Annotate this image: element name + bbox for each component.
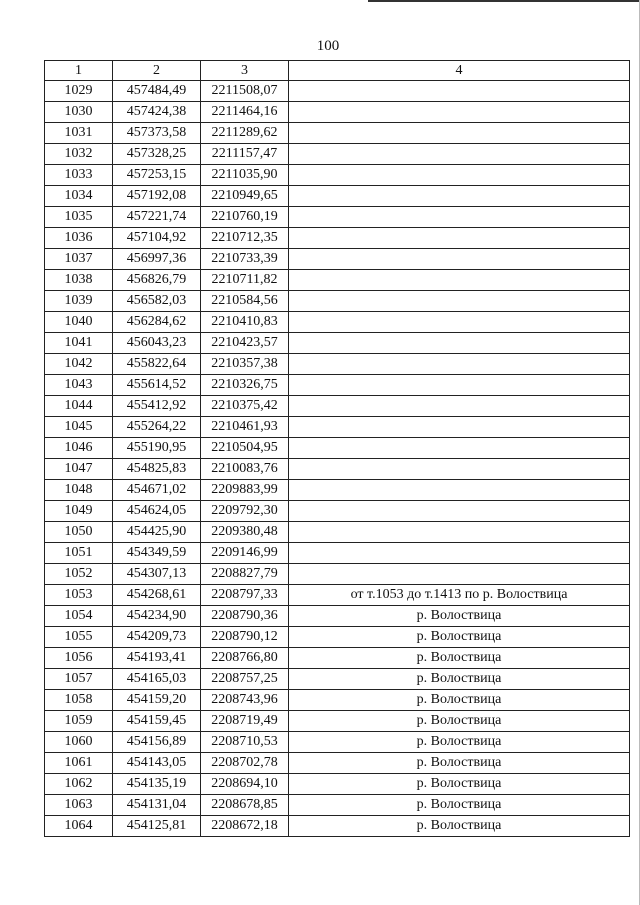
point-number-cell: 1046 bbox=[45, 438, 113, 459]
x-coordinate-cell: 457424,38 bbox=[113, 102, 201, 123]
table-row bbox=[45, 102, 630, 123]
y-coordinate-cell: 2208702,78 bbox=[201, 753, 289, 774]
x-coordinate-cell: 457484,49 bbox=[113, 81, 201, 102]
x-coordinate-cell: 456043,23 bbox=[113, 333, 201, 354]
point-number-cell: 1061 bbox=[45, 753, 113, 774]
description-cell bbox=[289, 543, 630, 564]
x-coordinate-cell: 456997,36 bbox=[113, 249, 201, 270]
description-cell: р. Волоствица bbox=[289, 816, 630, 837]
point-number-cell: 1049 bbox=[45, 501, 113, 522]
x-coordinate-cell: 454349,59 bbox=[113, 543, 201, 564]
x-coordinate-cell: 457253,15 bbox=[113, 165, 201, 186]
x-coordinate-cell: 454425,90 bbox=[113, 522, 201, 543]
table-row bbox=[45, 753, 630, 774]
y-coordinate-cell: 2210357,38 bbox=[201, 354, 289, 375]
table-row bbox=[45, 165, 630, 186]
column-header-4: 4 bbox=[289, 61, 630, 81]
description-cell bbox=[289, 144, 630, 165]
column-header-1: 1 bbox=[45, 61, 113, 81]
description-cell: р. Волоствица bbox=[289, 732, 630, 753]
y-coordinate-cell: 2210461,93 bbox=[201, 417, 289, 438]
description-cell bbox=[289, 564, 630, 585]
x-coordinate-cell: 454825,83 bbox=[113, 459, 201, 480]
table-row bbox=[45, 732, 630, 753]
point-number-cell: 1035 bbox=[45, 207, 113, 228]
x-coordinate-cell: 454234,90 bbox=[113, 606, 201, 627]
description-cell: р. Волоствица bbox=[289, 690, 630, 711]
description-cell bbox=[289, 270, 630, 291]
description-cell bbox=[289, 522, 630, 543]
x-coordinate-cell: 457221,74 bbox=[113, 207, 201, 228]
x-coordinate-cell: 454159,45 bbox=[113, 711, 201, 732]
table-row bbox=[45, 648, 630, 669]
point-number-cell: 1058 bbox=[45, 690, 113, 711]
table-row bbox=[45, 816, 630, 837]
x-coordinate-cell: 454165,03 bbox=[113, 669, 201, 690]
table-row bbox=[45, 543, 630, 564]
description-cell bbox=[289, 501, 630, 522]
point-number-cell: 1055 bbox=[45, 627, 113, 648]
table-body bbox=[45, 81, 630, 837]
table-row bbox=[45, 291, 630, 312]
table-row bbox=[45, 249, 630, 270]
y-coordinate-cell: 2208790,36 bbox=[201, 606, 289, 627]
y-coordinate-cell: 2208710,53 bbox=[201, 732, 289, 753]
point-number-cell: 1045 bbox=[45, 417, 113, 438]
description-cell: р. Волоствица bbox=[289, 774, 630, 795]
description-cell bbox=[289, 396, 630, 417]
point-number-cell: 1030 bbox=[45, 102, 113, 123]
x-coordinate-cell: 454159,20 bbox=[113, 690, 201, 711]
x-coordinate-cell: 454125,81 bbox=[113, 816, 201, 837]
table-row bbox=[45, 312, 630, 333]
table-row bbox=[45, 81, 630, 102]
table-row bbox=[45, 270, 630, 291]
x-coordinate-cell: 454156,89 bbox=[113, 732, 201, 753]
y-coordinate-cell: 2211508,07 bbox=[201, 81, 289, 102]
description-cell bbox=[289, 207, 630, 228]
y-coordinate-cell: 2211035,90 bbox=[201, 165, 289, 186]
x-coordinate-cell: 457192,08 bbox=[113, 186, 201, 207]
x-coordinate-cell: 455264,22 bbox=[113, 417, 201, 438]
point-number-cell: 1048 bbox=[45, 480, 113, 501]
coordinates-table bbox=[44, 60, 630, 837]
y-coordinate-cell: 2208672,18 bbox=[201, 816, 289, 837]
table-row bbox=[45, 207, 630, 228]
point-number-cell: 1054 bbox=[45, 606, 113, 627]
y-coordinate-cell: 2210711,82 bbox=[201, 270, 289, 291]
y-coordinate-cell: 2210423,57 bbox=[201, 333, 289, 354]
x-coordinate-cell: 454307,13 bbox=[113, 564, 201, 585]
description-cell bbox=[289, 249, 630, 270]
point-number-cell: 1052 bbox=[45, 564, 113, 585]
x-coordinate-cell: 457328,25 bbox=[113, 144, 201, 165]
description-cell: р. Волоствица bbox=[289, 627, 630, 648]
description-cell bbox=[289, 165, 630, 186]
table-header-row bbox=[45, 61, 630, 81]
x-coordinate-cell: 457373,58 bbox=[113, 123, 201, 144]
table-row bbox=[45, 438, 630, 459]
top-border-line bbox=[368, 0, 640, 2]
point-number-cell: 1060 bbox=[45, 732, 113, 753]
description-cell bbox=[289, 186, 630, 207]
point-number-cell: 1047 bbox=[45, 459, 113, 480]
y-coordinate-cell: 2208743,96 bbox=[201, 690, 289, 711]
point-number-cell: 1033 bbox=[45, 165, 113, 186]
table-row bbox=[45, 375, 630, 396]
description-cell bbox=[289, 228, 630, 249]
y-coordinate-cell: 2210712,35 bbox=[201, 228, 289, 249]
x-coordinate-cell: 454268,61 bbox=[113, 585, 201, 606]
description-cell bbox=[289, 417, 630, 438]
table-row bbox=[45, 564, 630, 585]
point-number-cell: 1029 bbox=[45, 81, 113, 102]
description-cell bbox=[289, 102, 630, 123]
x-coordinate-cell: 457104,92 bbox=[113, 228, 201, 249]
description-cell: от т.1053 до т.1413 по р. Волоствица bbox=[289, 585, 630, 606]
table-row bbox=[45, 333, 630, 354]
point-number-cell: 1034 bbox=[45, 186, 113, 207]
table-row bbox=[45, 186, 630, 207]
y-coordinate-cell: 2210733,39 bbox=[201, 249, 289, 270]
description-cell bbox=[289, 291, 630, 312]
table-row bbox=[45, 144, 630, 165]
table-row bbox=[45, 585, 630, 606]
point-number-cell: 1050 bbox=[45, 522, 113, 543]
x-coordinate-cell: 454143,05 bbox=[113, 753, 201, 774]
y-coordinate-cell: 2208719,49 bbox=[201, 711, 289, 732]
y-coordinate-cell: 2208757,25 bbox=[201, 669, 289, 690]
point-number-cell: 1041 bbox=[45, 333, 113, 354]
y-coordinate-cell: 2211157,47 bbox=[201, 144, 289, 165]
description-cell bbox=[289, 480, 630, 501]
column-header-2: 2 bbox=[113, 61, 201, 81]
description-cell bbox=[289, 459, 630, 480]
description-cell bbox=[289, 438, 630, 459]
table-row bbox=[45, 417, 630, 438]
y-coordinate-cell: 2209380,48 bbox=[201, 522, 289, 543]
table-row bbox=[45, 711, 630, 732]
point-number-cell: 1038 bbox=[45, 270, 113, 291]
description-cell: р. Волоствица bbox=[289, 669, 630, 690]
description-cell bbox=[289, 312, 630, 333]
x-coordinate-cell: 454624,05 bbox=[113, 501, 201, 522]
table-row bbox=[45, 627, 630, 648]
table-row bbox=[45, 795, 630, 816]
y-coordinate-cell: 2210584,56 bbox=[201, 291, 289, 312]
description-cell bbox=[289, 354, 630, 375]
table-row bbox=[45, 669, 630, 690]
point-number-cell: 1044 bbox=[45, 396, 113, 417]
description-cell: р. Волоствица bbox=[289, 606, 630, 627]
point-number-cell: 1053 bbox=[45, 585, 113, 606]
description-cell bbox=[289, 81, 630, 102]
point-number-cell: 1037 bbox=[45, 249, 113, 270]
x-coordinate-cell: 455412,92 bbox=[113, 396, 201, 417]
table-row bbox=[45, 690, 630, 711]
y-coordinate-cell: 2210949,65 bbox=[201, 186, 289, 207]
x-coordinate-cell: 456826,79 bbox=[113, 270, 201, 291]
y-coordinate-cell: 2208827,79 bbox=[201, 564, 289, 585]
y-coordinate-cell: 2210083,76 bbox=[201, 459, 289, 480]
column-header-3: 3 bbox=[201, 61, 289, 81]
point-number-cell: 1057 bbox=[45, 669, 113, 690]
table-row bbox=[45, 354, 630, 375]
y-coordinate-cell: 2208766,80 bbox=[201, 648, 289, 669]
y-coordinate-cell: 2209792,30 bbox=[201, 501, 289, 522]
x-coordinate-cell: 454131,04 bbox=[113, 795, 201, 816]
table-row bbox=[45, 228, 630, 249]
point-number-cell: 1040 bbox=[45, 312, 113, 333]
description-cell: р. Волоствица bbox=[289, 753, 630, 774]
point-number-cell: 1043 bbox=[45, 375, 113, 396]
table-row bbox=[45, 459, 630, 480]
description-cell bbox=[289, 333, 630, 354]
point-number-cell: 1063 bbox=[45, 795, 113, 816]
y-coordinate-cell: 2208790,12 bbox=[201, 627, 289, 648]
table-row bbox=[45, 606, 630, 627]
table-row bbox=[45, 480, 630, 501]
x-coordinate-cell: 455822,64 bbox=[113, 354, 201, 375]
y-coordinate-cell: 2211289,62 bbox=[201, 123, 289, 144]
point-number-cell: 1031 bbox=[45, 123, 113, 144]
y-coordinate-cell: 2210410,83 bbox=[201, 312, 289, 333]
y-coordinate-cell: 2208694,10 bbox=[201, 774, 289, 795]
table-row bbox=[45, 774, 630, 795]
description-cell: р. Волоствица bbox=[289, 795, 630, 816]
x-coordinate-cell: 455190,95 bbox=[113, 438, 201, 459]
point-number-cell: 1056 bbox=[45, 648, 113, 669]
x-coordinate-cell: 454193,41 bbox=[113, 648, 201, 669]
y-coordinate-cell: 2208678,85 bbox=[201, 795, 289, 816]
table-row bbox=[45, 123, 630, 144]
table-row bbox=[45, 396, 630, 417]
y-coordinate-cell: 2208797,33 bbox=[201, 585, 289, 606]
y-coordinate-cell: 2209146,99 bbox=[201, 543, 289, 564]
y-coordinate-cell: 2209883,99 bbox=[201, 480, 289, 501]
description-cell bbox=[289, 375, 630, 396]
x-coordinate-cell: 456582,03 bbox=[113, 291, 201, 312]
y-coordinate-cell: 2210760,19 bbox=[201, 207, 289, 228]
x-coordinate-cell: 455614,52 bbox=[113, 375, 201, 396]
point-number-cell: 1039 bbox=[45, 291, 113, 312]
table-row bbox=[45, 501, 630, 522]
x-coordinate-cell: 456284,62 bbox=[113, 312, 201, 333]
x-coordinate-cell: 454209,73 bbox=[113, 627, 201, 648]
point-number-cell: 1064 bbox=[45, 816, 113, 837]
x-coordinate-cell: 454135,19 bbox=[113, 774, 201, 795]
point-number-cell: 1042 bbox=[45, 354, 113, 375]
description-cell bbox=[289, 123, 630, 144]
y-coordinate-cell: 2210375,42 bbox=[201, 396, 289, 417]
x-coordinate-cell: 454671,02 bbox=[113, 480, 201, 501]
point-number-cell: 1036 bbox=[45, 228, 113, 249]
y-coordinate-cell: 2210326,75 bbox=[201, 375, 289, 396]
y-coordinate-cell: 2210504,95 bbox=[201, 438, 289, 459]
page-number: 100 bbox=[316, 38, 340, 54]
point-number-cell: 1059 bbox=[45, 711, 113, 732]
point-number-cell: 1062 bbox=[45, 774, 113, 795]
description-cell: р. Волоствица bbox=[289, 711, 630, 732]
table-row bbox=[45, 522, 630, 543]
point-number-cell: 1032 bbox=[45, 144, 113, 165]
description-cell: р. Волоствица bbox=[289, 648, 630, 669]
point-number-cell: 1051 bbox=[45, 543, 113, 564]
y-coordinate-cell: 2211464,16 bbox=[201, 102, 289, 123]
